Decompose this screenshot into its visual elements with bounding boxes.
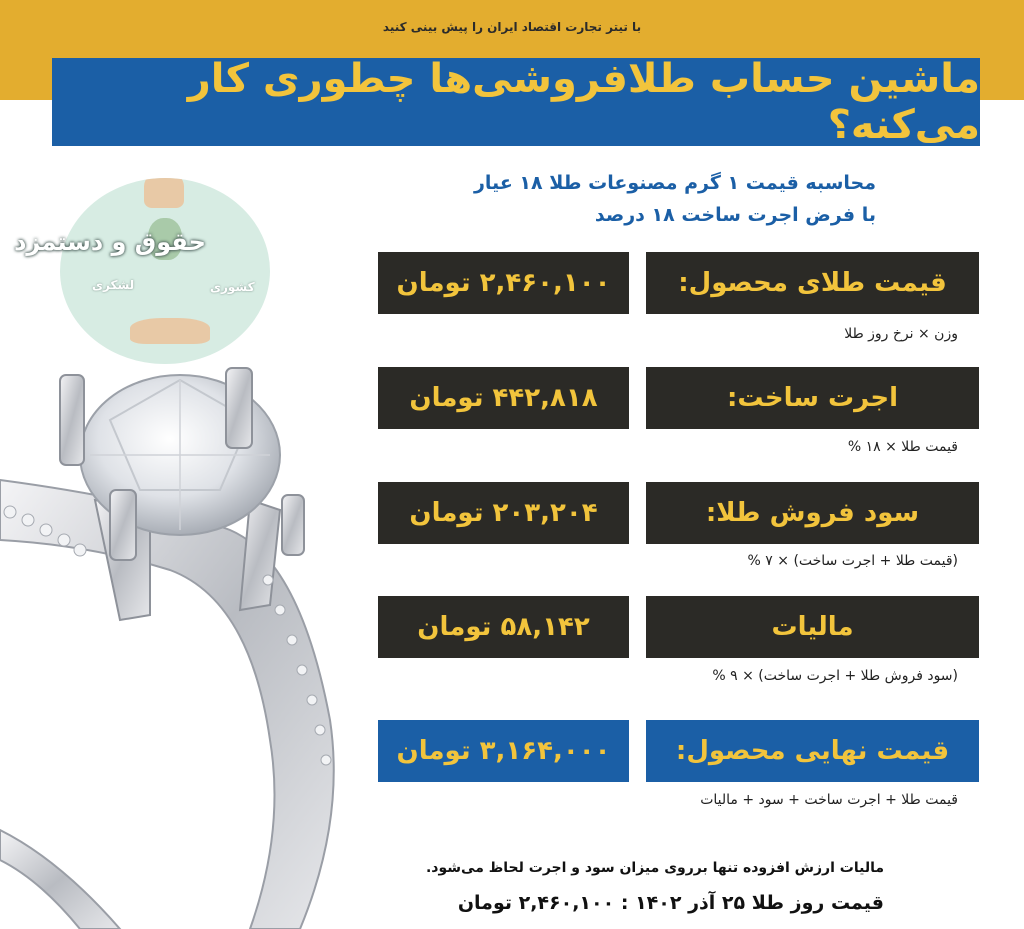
row-2-value: ۴۴۲,۸۱۸ تومان — [378, 367, 629, 429]
row-1-label: قیمت طلای محصول: — [646, 252, 979, 314]
row-5-label: قیمت نهایی محصول: — [646, 720, 979, 782]
tagline: با تیتر تجارت اقتصاد ایران را پیش بینی کنید — [382, 20, 642, 34]
row-4-value: ۵۸,۱۴۲ تومان — [378, 596, 629, 658]
row-4-formula: (سود فروش طلا + اجرت ساخت) × ۹ % — [712, 668, 958, 684]
salary-badge-logo — [60, 178, 270, 364]
badge-title: حقوق و دستمزد — [14, 228, 206, 256]
row-5-value: ۳,۱۶۴,۰۰۰ تومان — [378, 720, 629, 782]
row-1-formula: وزن × نرخ روز طلا — [844, 326, 958, 342]
row-5-formula: قیمت طلا + اجرت ساخت + سود + مالیات — [700, 792, 958, 808]
row-1-value: ۲,۴۶۰,۱۰۰ تومان — [378, 252, 629, 314]
badge-left-caption: لشکری — [92, 278, 135, 292]
row-3-label: سود فروش طلا: — [646, 482, 979, 544]
open-hand-icon — [130, 318, 210, 344]
row-4-label: مالیات — [646, 596, 979, 658]
diamond-ring-image — [0, 360, 360, 929]
title-banner — [52, 58, 980, 146]
row-2-formula: قیمت طلا × ۱۸ % — [847, 439, 958, 455]
row-3-value: ۲۰۳,۲۰۴ تومان — [378, 482, 629, 544]
page-title: ماشین حساب طلافروشی‌ها چطوری کار می‌کنه؟ — [187, 56, 980, 148]
row-3-formula: (قیمت طلا + اجرت ساخت) × ۷ % — [747, 553, 958, 569]
gold-price-line: قیمت روز طلا ۲۵ آذر ۱۴۰۲ : ۲,۴۶۰,۱۰۰ تومان — [457, 892, 884, 914]
hand-icon — [144, 178, 184, 208]
badge-right-caption: کشوری — [210, 280, 255, 294]
row-2-label: اجرت ساخت: — [646, 367, 979, 429]
vat-note: مالیات ارزش افزوده تنها برروی میزان سود و اجرت لحاظ می‌شود. — [425, 860, 884, 876]
subtitle-line-1: محاسبه قیمت ۱ گرم مصنوعات طلا ۱۸ عیار — [473, 172, 876, 194]
subtitle-line-2: با فرض اجرت ساخت ۱۸ درصد — [594, 204, 876, 226]
